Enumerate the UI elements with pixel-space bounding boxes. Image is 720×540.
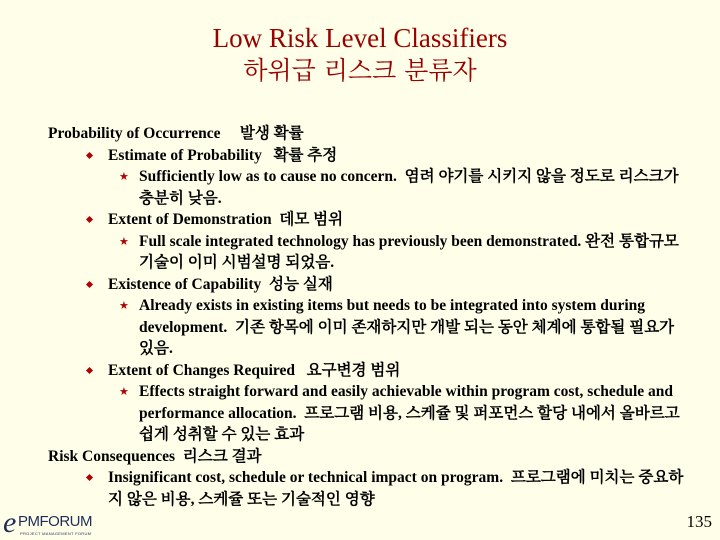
sub-bullet-text: Full scale integrated technology has previously been demonstrated. 완전 통합규모 기술이 이미 시범설명 되었음.	[139, 232, 683, 271]
slide-title	[0, 22, 720, 88]
bullet-text: Estimate of Probability 확률 추정	[108, 146, 338, 164]
logo-e-letter: e	[3, 506, 17, 539]
bullet-text: Extent of Demonstration 데모 범위	[108, 211, 344, 228]
bullet-text: Existence of Capability 성능 실재	[108, 275, 333, 293]
title-english: Low Risk Level Classifiers	[212, 23, 508, 53]
bullet-text: Extent of Changes Required 요구변경 범위	[108, 361, 401, 379]
bullet-item	[48, 274, 688, 296]
pmforum-logo	[3, 506, 103, 539]
bullet-item	[48, 209, 688, 231]
bullet-item	[48, 467, 688, 510]
diamond-bullet-icon	[86, 366, 93, 373]
sub-bullet-text: Sufficiently low as to cause no concern. 염려 야기를 시키지 않을 정도로 리스크가 충분히 낮음.	[139, 168, 683, 207]
slide-content	[48, 123, 688, 510]
star-bullet-icon: ★	[119, 299, 129, 312]
sub-bullet-item	[48, 295, 688, 360]
sub-bullet-item	[48, 381, 688, 446]
star-bullet-icon: ★	[119, 170, 129, 183]
section-heading-consequences: Risk Consequences 리스크 결과	[48, 447, 262, 465]
diamond-bullet-icon	[86, 216, 93, 223]
title-korean: 하위급 리스크 분류자	[243, 56, 477, 85]
sub-bullet-item	[48, 166, 688, 209]
logo-name: PMFORUM	[18, 513, 92, 530]
section-heading-probability: Probability of Occurrence 발생 확률	[48, 125, 304, 142]
page-number: 135	[686, 512, 712, 531]
sub-bullet-text: Already exists in existing items but needs to be integrated into system during development. 기존 항목에 이미 존재하지만 개발 되는 동안 체계에 통합될 필요가 있음.	[139, 297, 679, 357]
diamond-bullet-icon	[86, 474, 93, 481]
sub-bullet-text: Effects straight forward and easily achievable within program cost, schedule and performance allocation. 프로그램 비용, 스케쥴 및 퍼포먼스 할당 내에서 올바르고 쉽게 성취할 수 있는 효과	[139, 383, 684, 443]
diamond-bullet-icon	[86, 151, 93, 158]
star-bullet-icon: ★	[119, 385, 129, 398]
star-bullet-icon: ★	[119, 234, 129, 248]
bullet-text: Insignificant cost, schedule or technical impact on program. 프로그램에 미치는 중요하지 않은 비용, 스케쥴 또는 기술적인 영향	[108, 469, 684, 508]
sub-bullet-item	[48, 231, 688, 274]
logo-tagline: PROJECT MANAGEMENT FORUM	[20, 531, 92, 536]
bullet-item	[48, 145, 688, 167]
bullet-item	[48, 360, 688, 382]
diamond-bullet-icon	[86, 280, 93, 287]
